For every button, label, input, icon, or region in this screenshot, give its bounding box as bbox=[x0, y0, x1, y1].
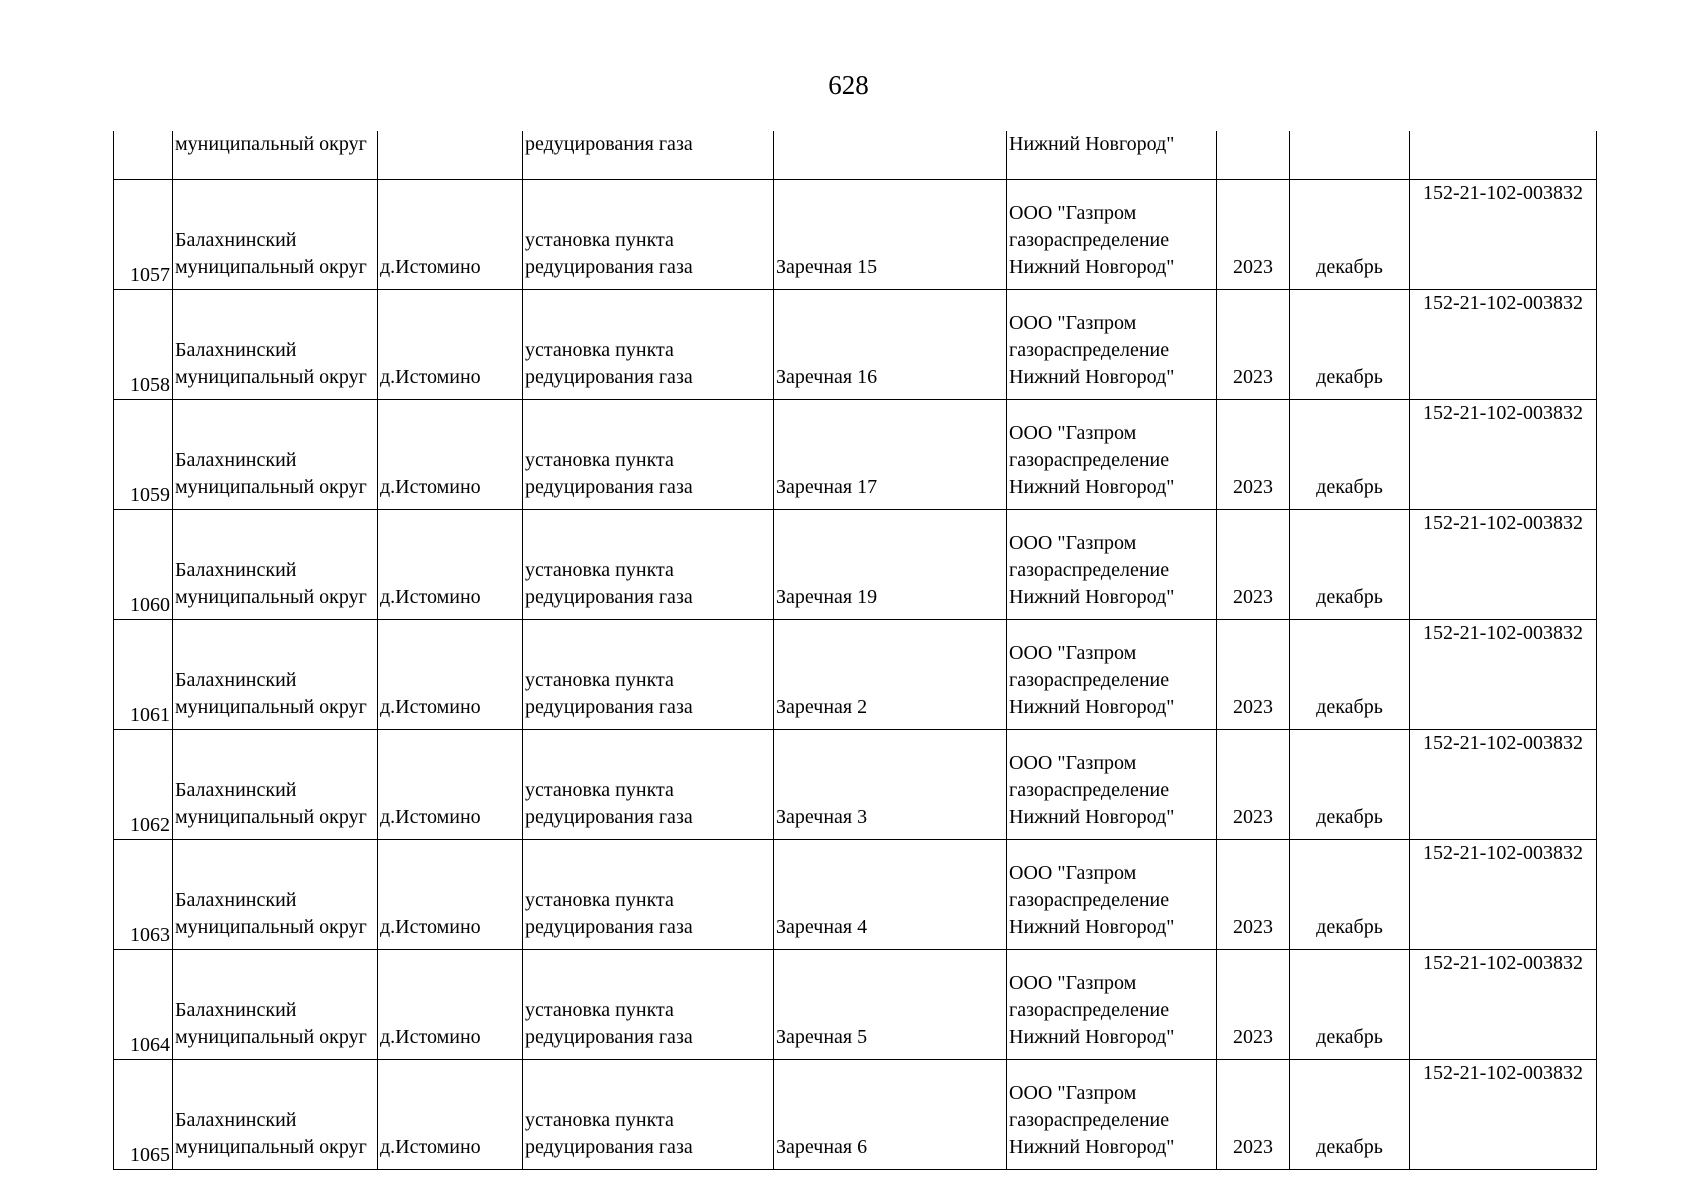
month: декабрь bbox=[1316, 696, 1383, 718]
operator-cell bbox=[1007, 180, 1217, 290]
month: декабрь bbox=[1316, 916, 1383, 938]
address: Заречная 2 bbox=[776, 696, 868, 718]
year: 2023 bbox=[1233, 586, 1273, 608]
work-cell bbox=[523, 1060, 774, 1170]
district-line-1: Балахнинский bbox=[175, 229, 297, 251]
operator-line-3: Нижний Новгород" bbox=[1009, 1136, 1175, 1158]
operator-line-1: ООО "Газпром bbox=[1009, 202, 1137, 224]
work-line-2: редуцирования газа bbox=[525, 366, 693, 388]
operator-cell bbox=[1007, 730, 1217, 840]
district-line-2: муниципальный округ bbox=[175, 256, 367, 278]
year: 2023 bbox=[1233, 366, 1273, 388]
month: декабрь bbox=[1316, 476, 1383, 498]
table-row bbox=[114, 180, 1597, 290]
operator-line-1: ООО "Газпром bbox=[1009, 312, 1137, 334]
operator-line-2: газораспределение bbox=[1009, 889, 1170, 911]
district-line-2: муниципальный округ bbox=[175, 476, 367, 498]
row-number-cell bbox=[114, 290, 173, 400]
address-cell bbox=[774, 950, 1007, 1060]
work-cell bbox=[523, 510, 774, 620]
work-line-2: редуцирования газа bbox=[525, 916, 693, 938]
row-number: 1062 bbox=[130, 814, 170, 836]
district-line-1: Балахнинский bbox=[175, 1109, 297, 1131]
operator-line-2: газораспределение bbox=[1009, 1109, 1170, 1131]
work-line-1: установка пункта bbox=[525, 889, 674, 911]
locality: д.Истомино bbox=[380, 1136, 481, 1158]
operator-line-1: ООО "Газпром bbox=[1009, 752, 1137, 774]
registry-code: 152-21-102-003832 bbox=[1423, 292, 1583, 314]
code-cell bbox=[1410, 180, 1597, 290]
month: декабрь bbox=[1316, 1026, 1383, 1048]
locality-cell bbox=[378, 510, 523, 620]
year-cell bbox=[1217, 1060, 1290, 1170]
address-cell bbox=[774, 131, 1007, 180]
address-cell bbox=[774, 730, 1007, 840]
work-line-2: редуцирования газа bbox=[525, 1136, 693, 1158]
row-number: 1058 bbox=[130, 374, 170, 396]
year-cell bbox=[1217, 950, 1290, 1060]
row-number: 1065 bbox=[130, 1144, 170, 1166]
row-number-cell bbox=[114, 400, 173, 510]
row-number: 1060 bbox=[130, 594, 170, 616]
operator-line-3: Нижний Новгород" bbox=[1009, 696, 1175, 718]
district-cell bbox=[173, 620, 378, 730]
work-line-1: установка пункта bbox=[525, 339, 674, 361]
operator-cell: Нижний Новгород" bbox=[1007, 131, 1217, 180]
address-cell bbox=[774, 180, 1007, 290]
code-cell bbox=[1410, 290, 1597, 400]
locality-cell bbox=[378, 290, 523, 400]
district-cell bbox=[173, 400, 378, 510]
table-body bbox=[114, 131, 1597, 1170]
address-cell bbox=[774, 510, 1007, 620]
address: Заречная 6 bbox=[776, 1136, 868, 1158]
district-line-2: муниципальный округ bbox=[175, 916, 367, 938]
month-cell bbox=[1290, 620, 1410, 730]
locality-cell bbox=[378, 620, 523, 730]
operator-line-1: ООО "Газпром bbox=[1009, 972, 1137, 994]
code-cell bbox=[1410, 620, 1597, 730]
work-line-2: редуцирования газа bbox=[525, 696, 693, 718]
operator-line-3: Нижний Новгород" bbox=[1009, 256, 1175, 278]
district-cell bbox=[173, 730, 378, 840]
work-line-2: редуцирования газа bbox=[525, 1026, 693, 1048]
work-line-2: редуцирования газа bbox=[525, 586, 693, 608]
operator-line-1: ООО "Газпром bbox=[1009, 1082, 1137, 1104]
operator-line-3: Нижний Новгород" bbox=[1009, 916, 1175, 938]
district-line-2: муниципальный округ bbox=[175, 1026, 367, 1048]
work-cell bbox=[523, 290, 774, 400]
row-number-cell bbox=[114, 1060, 173, 1170]
work-line-1: установка пункта bbox=[525, 559, 674, 581]
district-line-2: муниципальный округ bbox=[175, 1136, 367, 1158]
row-number: 1059 bbox=[130, 484, 170, 506]
registry-code: 152-21-102-003832 bbox=[1423, 622, 1583, 644]
work-cell bbox=[523, 840, 774, 950]
district-line-2: муниципальный округ bbox=[175, 366, 367, 388]
district-cell bbox=[173, 950, 378, 1060]
table-row bbox=[114, 400, 1597, 510]
district-line-1: Балахнинский bbox=[175, 669, 297, 691]
district-cell bbox=[173, 840, 378, 950]
row-number: 1064 bbox=[130, 1034, 170, 1056]
year: 2023 bbox=[1233, 256, 1273, 278]
table-row-continuation bbox=[114, 131, 1597, 180]
locality: д.Истомино bbox=[380, 476, 481, 498]
row-number-cell bbox=[114, 180, 173, 290]
table-row bbox=[114, 1060, 1597, 1170]
work-cell bbox=[523, 400, 774, 510]
code-cell bbox=[1410, 400, 1597, 510]
district-cell: муниципальный округ bbox=[173, 131, 378, 180]
district-cell bbox=[173, 1060, 378, 1170]
table-row bbox=[114, 840, 1597, 950]
address: Заречная 15 bbox=[776, 256, 878, 278]
locality: д.Истомино bbox=[380, 916, 481, 938]
year: 2023 bbox=[1233, 696, 1273, 718]
district-cell bbox=[173, 290, 378, 400]
district-line-2: муниципальный округ bbox=[175, 806, 367, 828]
locality: д.Истомино bbox=[380, 806, 481, 828]
row-number-cell bbox=[114, 840, 173, 950]
operator-cell bbox=[1007, 950, 1217, 1060]
operator-line-2: газораспределение bbox=[1009, 999, 1170, 1021]
row-number-cell bbox=[114, 730, 173, 840]
work-cell bbox=[523, 620, 774, 730]
operator-line-3: Нижний Новгород" bbox=[1009, 476, 1175, 498]
operator-line-2: газораспределение bbox=[1009, 779, 1170, 801]
operator-line-2: газораспределение bbox=[1009, 449, 1170, 471]
table-row bbox=[114, 510, 1597, 620]
locality-cell bbox=[378, 950, 523, 1060]
year-cell bbox=[1217, 510, 1290, 620]
district-cell bbox=[173, 510, 378, 620]
month-cell bbox=[1290, 730, 1410, 840]
row-number-cell bbox=[114, 950, 173, 1060]
year-cell bbox=[1217, 290, 1290, 400]
table-row bbox=[114, 620, 1597, 730]
work-line-2: редуцирования газа bbox=[525, 806, 693, 828]
month-cell bbox=[1290, 510, 1410, 620]
district-line-2: муниципальный округ bbox=[175, 696, 367, 718]
address: Заречная 16 bbox=[776, 366, 878, 388]
registry-code: 152-21-102-003832 bbox=[1423, 182, 1583, 204]
operator-line-2: газораспределение bbox=[1009, 339, 1170, 361]
year-cell bbox=[1217, 180, 1290, 290]
address-cell bbox=[774, 620, 1007, 730]
row-number: 1063 bbox=[130, 924, 170, 946]
table-row bbox=[114, 950, 1597, 1060]
code-cell bbox=[1410, 950, 1597, 1060]
month-cell bbox=[1290, 840, 1410, 950]
work-line-2: редуцирования газа bbox=[525, 256, 693, 278]
year: 2023 bbox=[1233, 806, 1273, 828]
operator-line-2: газораспределение bbox=[1009, 669, 1170, 691]
address-cell bbox=[774, 840, 1007, 950]
address: Заречная 4 bbox=[776, 916, 868, 938]
address: Заречная 19 bbox=[776, 586, 878, 608]
address: Заречная 17 bbox=[776, 476, 878, 498]
operator-line-3: Нижний Новгород" bbox=[1009, 586, 1175, 608]
district-line-1: Балахнинский bbox=[175, 889, 297, 911]
work-line-1: установка пункта bbox=[525, 449, 674, 471]
registry-code: 152-21-102-003832 bbox=[1423, 842, 1583, 864]
locality: д.Истомино bbox=[380, 256, 481, 278]
operator-line-1: ООО "Газпром bbox=[1009, 422, 1137, 444]
code-cell bbox=[1410, 840, 1597, 950]
locality-cell bbox=[378, 131, 523, 180]
month-cell bbox=[1290, 180, 1410, 290]
page-number: 628 bbox=[828, 70, 869, 100]
work-cell bbox=[523, 180, 774, 290]
operator-line-1: ООО "Газпром bbox=[1009, 862, 1137, 884]
locality: д.Истомино bbox=[380, 1026, 481, 1048]
operator-cell bbox=[1007, 620, 1217, 730]
year-cell bbox=[1217, 620, 1290, 730]
address: Заречная 5 bbox=[776, 1026, 868, 1048]
registry-code: 152-21-102-003832 bbox=[1423, 402, 1583, 424]
locality: д.Истомино bbox=[380, 366, 481, 388]
locality: д.Истомино bbox=[380, 586, 481, 608]
code-cell bbox=[1410, 730, 1597, 840]
operator-line-3: Нижний Новгород" bbox=[1009, 806, 1175, 828]
registry-code: 152-21-102-003832 bbox=[1423, 512, 1583, 534]
year: 2023 bbox=[1233, 476, 1273, 498]
month-cell bbox=[1290, 1060, 1410, 1170]
year-cell bbox=[1217, 400, 1290, 510]
operator-cell bbox=[1007, 290, 1217, 400]
year-cell bbox=[1217, 131, 1290, 180]
year: 2023 bbox=[1233, 1026, 1273, 1048]
address: Заречная 3 bbox=[776, 806, 868, 828]
work-cell bbox=[523, 950, 774, 1060]
district-line-1: Балахнинский bbox=[175, 449, 297, 471]
operator-cell bbox=[1007, 1060, 1217, 1170]
district-line-1: Балахнинский bbox=[175, 559, 297, 581]
month-cell bbox=[1290, 950, 1410, 1060]
month: декабрь bbox=[1316, 806, 1383, 828]
operator-line-3: Нижний Новгород" bbox=[1009, 1026, 1175, 1048]
operator-line-2: газораспределение bbox=[1009, 559, 1170, 581]
address-cell bbox=[774, 400, 1007, 510]
operator-line-1: ООО "Газпром bbox=[1009, 532, 1137, 554]
row-number-cell bbox=[114, 620, 173, 730]
operator-line-3: Нижний Новгород" bbox=[1009, 366, 1175, 388]
code-cell bbox=[1410, 131, 1597, 180]
year-cell bbox=[1217, 840, 1290, 950]
locality-cell bbox=[378, 400, 523, 510]
table-row bbox=[114, 730, 1597, 840]
row-number-cell bbox=[114, 131, 173, 180]
locality-cell bbox=[378, 840, 523, 950]
operator-line-2: газораспределение bbox=[1009, 229, 1170, 251]
district-line-2: муниципальный округ bbox=[175, 586, 367, 608]
year: 2023 bbox=[1233, 1136, 1273, 1158]
work-line-1: установка пункта bbox=[525, 1109, 674, 1131]
row-number: 1057 bbox=[130, 264, 170, 286]
work-line-1: установка пункта bbox=[525, 999, 674, 1021]
code-cell bbox=[1410, 510, 1597, 620]
registry-code: 152-21-102-003832 bbox=[1423, 1062, 1583, 1084]
district-line-1: Балахнинский bbox=[175, 339, 297, 361]
operator-cell bbox=[1007, 400, 1217, 510]
operator-cell bbox=[1007, 510, 1217, 620]
registry-code: 152-21-102-003832 bbox=[1423, 952, 1583, 974]
month-cell bbox=[1290, 131, 1410, 180]
month: декабрь bbox=[1316, 586, 1383, 608]
work-line-2: редуцирования газа bbox=[525, 476, 693, 498]
year-cell bbox=[1217, 730, 1290, 840]
work-line-1: установка пункта bbox=[525, 669, 674, 691]
work-line-1: установка пункта bbox=[525, 229, 674, 251]
work-cell: редуцирования газа bbox=[523, 131, 774, 180]
row-number: 1061 bbox=[130, 704, 170, 726]
work-line-1: установка пункта bbox=[525, 779, 674, 801]
row-number-cell bbox=[114, 510, 173, 620]
address-cell bbox=[774, 1060, 1007, 1170]
code-cell bbox=[1410, 1060, 1597, 1170]
registry-code: 152-21-102-003832 bbox=[1423, 732, 1583, 754]
table-row bbox=[114, 290, 1597, 400]
locality-cell bbox=[378, 1060, 523, 1170]
month: декабрь bbox=[1316, 256, 1383, 278]
year: 2023 bbox=[1233, 916, 1273, 938]
month-cell bbox=[1290, 400, 1410, 510]
locality: д.Истомино bbox=[380, 696, 481, 718]
operator-cell bbox=[1007, 840, 1217, 950]
month: декабрь bbox=[1316, 1136, 1383, 1158]
district-line-1: Балахнинский bbox=[175, 779, 297, 801]
month-cell bbox=[1290, 290, 1410, 400]
month: декабрь bbox=[1316, 366, 1383, 388]
address-cell bbox=[774, 290, 1007, 400]
operator-line-1: ООО "Газпром bbox=[1009, 642, 1137, 664]
gas-works-table bbox=[113, 131, 1597, 1170]
work-cell bbox=[523, 730, 774, 840]
locality-cell bbox=[378, 180, 523, 290]
district-line-1: Балахнинский bbox=[175, 999, 297, 1021]
locality-cell bbox=[378, 730, 523, 840]
district-cell bbox=[173, 180, 378, 290]
